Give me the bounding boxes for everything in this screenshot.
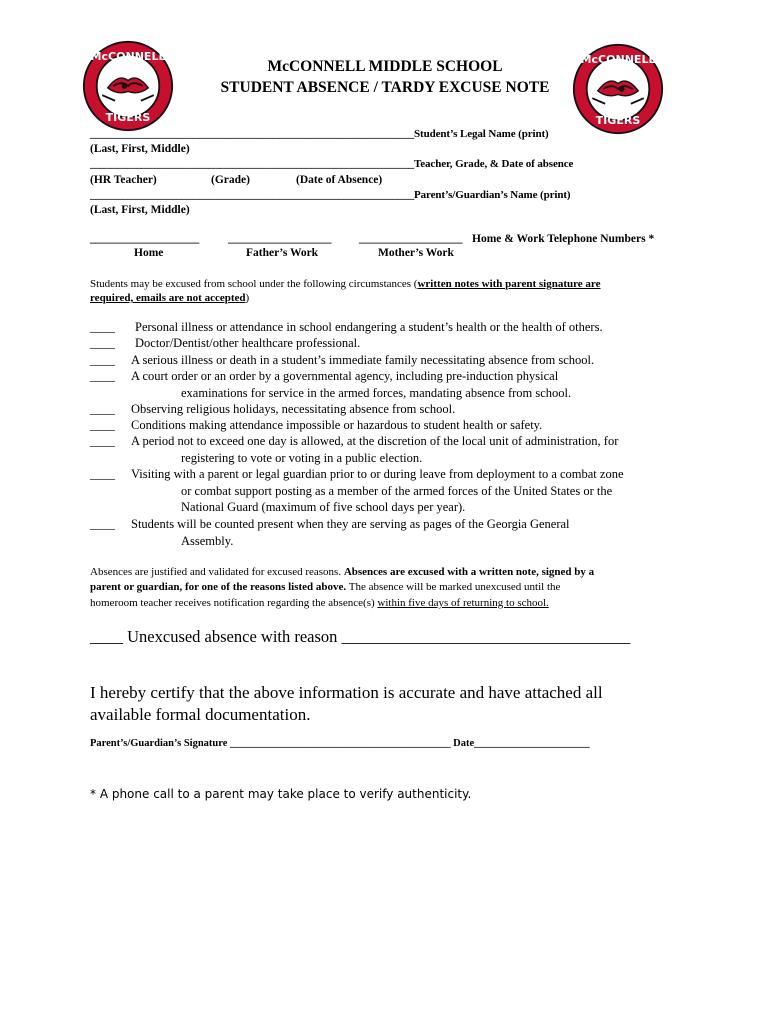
logo-top-text: McCONNELL xyxy=(580,53,656,67)
mother-work-phone-field[interactable]: __________________ xyxy=(359,233,463,245)
footnote: * A phone call to a parent may take place to verify authenticity. xyxy=(90,787,472,801)
logo-top-text: McCONNELL xyxy=(90,50,166,64)
reason-text: Doctor/Dentist/other healthcare professional. xyxy=(135,336,361,350)
hr-teacher-sublabel: (HR Teacher) xyxy=(90,174,157,186)
reason-blank[interactable]: ____ xyxy=(90,418,115,432)
unexcused-reason-field[interactable]: ___________________________________ xyxy=(341,627,631,646)
grade-sublabel: (Grade) xyxy=(211,174,250,186)
policy-text-line3: homeroom teacher receives notification regarding the absence(s) within five days of returning to school. xyxy=(90,597,549,609)
reason-text-continued: examinations for service in the armed forces, mandating absence from school. xyxy=(181,386,572,400)
reason-blank[interactable]: ____ xyxy=(90,369,115,383)
logo-bottom-text: TIGERS xyxy=(595,113,641,127)
student-name-field[interactable]: ____________________________________________________________Student’s Legal Name (print) xyxy=(90,128,549,140)
reason-blank[interactable]: ____ xyxy=(90,320,115,334)
date-field[interactable]: ______________________ xyxy=(474,738,590,749)
teacher-grade-date-field[interactable]: ____________________________________________________________Teacher, Grade, & Date of absence xyxy=(90,158,574,170)
signature-line: Parent’s/Guardian’s Signature __________________________________________ Date______________________ xyxy=(90,738,590,749)
father-work-phone-field[interactable]: __________________ xyxy=(228,233,332,245)
reason-text: Visiting with a parent or legal guardian prior to or during leave from deployment to a combat zone xyxy=(131,467,624,481)
policy-text-line1: Absences are justified and validated for excused reasons. Absences are excused with a written note, signed by a xyxy=(90,566,595,578)
parent-name-sublabel: (Last, First, Middle) xyxy=(90,204,190,216)
parent-name-field[interactable]: ____________________________________________________________Parent’s/Guardian’s Name (print) xyxy=(90,189,571,201)
reason-text: Observing religious holidays, necessitating absence from school. xyxy=(131,402,456,416)
reason-blank[interactable]: ____ xyxy=(90,434,115,448)
reason-blank[interactable]: ____ xyxy=(90,353,115,367)
intro-text: Students may be excused from school under the following circumstances (written notes with parent signature are xyxy=(90,278,601,290)
student-name-sublabel: (Last, First, Middle) xyxy=(90,143,190,155)
reason-blank[interactable]: ____ xyxy=(90,402,115,416)
reason-blank[interactable]: ____ xyxy=(90,517,115,531)
policy-text-line2: parent or guardian, for one of the reasons listed above. The absence will be marked unexcused until the xyxy=(90,581,561,593)
certify-statement: I hereby certify that the above information is accurate and have attached all xyxy=(90,683,603,702)
logo-bottom-text: TIGERS xyxy=(105,110,151,124)
reason-blank[interactable]: ____ xyxy=(90,467,115,481)
reason-text: Students will be counted present when they are serving as pages of the Georgia General xyxy=(131,517,570,531)
reason-text-continued: National Guard (maximum of five school days per year). xyxy=(181,500,466,514)
reason-text-continued: registering to vote or voting in a public election. xyxy=(181,451,423,465)
reason-text-continued: or combat support posting as a member of the armed forces of the United States or the xyxy=(181,484,613,498)
certify-statement-continued: available formal documentation. xyxy=(90,705,311,724)
reason-text: A court order or an order by a governmental agency, including pre-induction physical xyxy=(131,369,559,383)
school-name: McCONNELL MIDDLE SCHOOL xyxy=(267,58,503,75)
reason-text: A serious illness or death in a student’s immediate family necessitating absence from school. xyxy=(131,353,595,367)
reason-text: Personal illness or attendance in school endangering a student’s health or the health of others. xyxy=(135,320,603,334)
home-phone-field[interactable]: ___________________ xyxy=(90,233,200,245)
home-sublabel: Home xyxy=(134,247,164,259)
date-sublabel: (Date of Absence) xyxy=(296,174,383,186)
form-title: STUDENT ABSENCE / TARDY EXCUSE NOTE xyxy=(220,79,550,96)
intro-text-continued: required, emails are not accepted) xyxy=(90,292,250,304)
reason-text-continued: Assembly. xyxy=(181,534,234,548)
reason-text: A period not to exceed one day is allowed, at the discretion of the local unit of administration, for xyxy=(131,434,619,448)
unexcused-blank[interactable]: ____ xyxy=(90,627,123,646)
phone-numbers-label: Home & Work Telephone Numbers * xyxy=(472,233,655,245)
reason-text: Conditions making attendance impossible or hazardous to student health or safety. xyxy=(131,418,543,432)
mother-work-sublabel: Mother’s Work xyxy=(378,247,454,259)
father-work-sublabel: Father’s Work xyxy=(246,247,319,259)
signature-field[interactable]: __________________________________________ xyxy=(230,738,451,749)
reason-blank[interactable]: ____ xyxy=(90,336,115,350)
unexcused-absence-line: ____ Unexcused absence with reason ___________________________________ xyxy=(90,627,631,646)
